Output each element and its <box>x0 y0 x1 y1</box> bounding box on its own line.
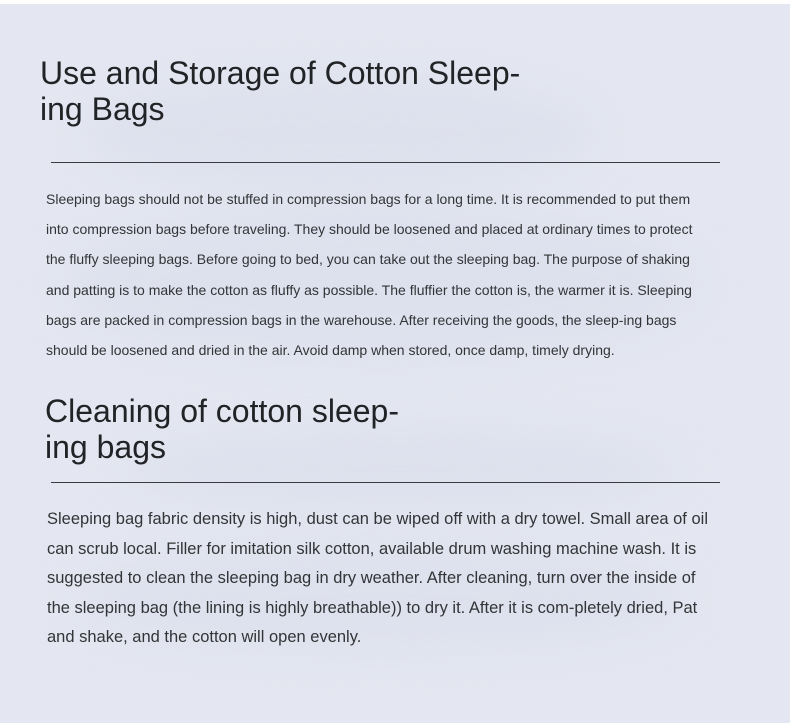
section-body-cleaning: Sleeping bag fabric density is high, dust can be wiped off with a dry towel. Small area of oil can scrub local. Filler for imitation silk cotton, available drum washing machine wash. It is suggested to clean the sleeping bag in dry weather. After cleaning, turn over the inside of the sleeping bag (the lining is highly breathable)) to dry it. After it is com-pletely dried, Pat and shake, and the cotton will open evenly. <box>47 510 708 647</box>
section-divider <box>51 482 720 483</box>
content-panel <box>0 4 790 723</box>
section-body-use-storage: Sleeping bags should not be stuffed in compression bags for a long time. It is recommended to put them into compression bags before traveling. They should be loosened and placed at ordinary times to protect the fluffy sleeping bags. Before going to bed, you can take out the sleeping bag. The purpose of shaking and patting is to make the cotton as fluffy as possible. The fluffier the cotton is, the warmer it is. Sleeping bags are packed in compression bags in the warehouse. After receiving the goods, the sleep-ing bags should be loosened and dried in the air. Avoid damp when stored, once damp, timely drying. <box>46 191 693 359</box>
section-title-cleaning <box>45 393 445 465</box>
section-divider <box>51 162 720 163</box>
section-title-use-storage <box>40 55 560 127</box>
section-title-text: Cleaning of cotton sleep- ing bags <box>45 393 399 465</box>
section-title-text: Use and Storage of Cotton Sleep- ing Bags <box>40 55 521 127</box>
